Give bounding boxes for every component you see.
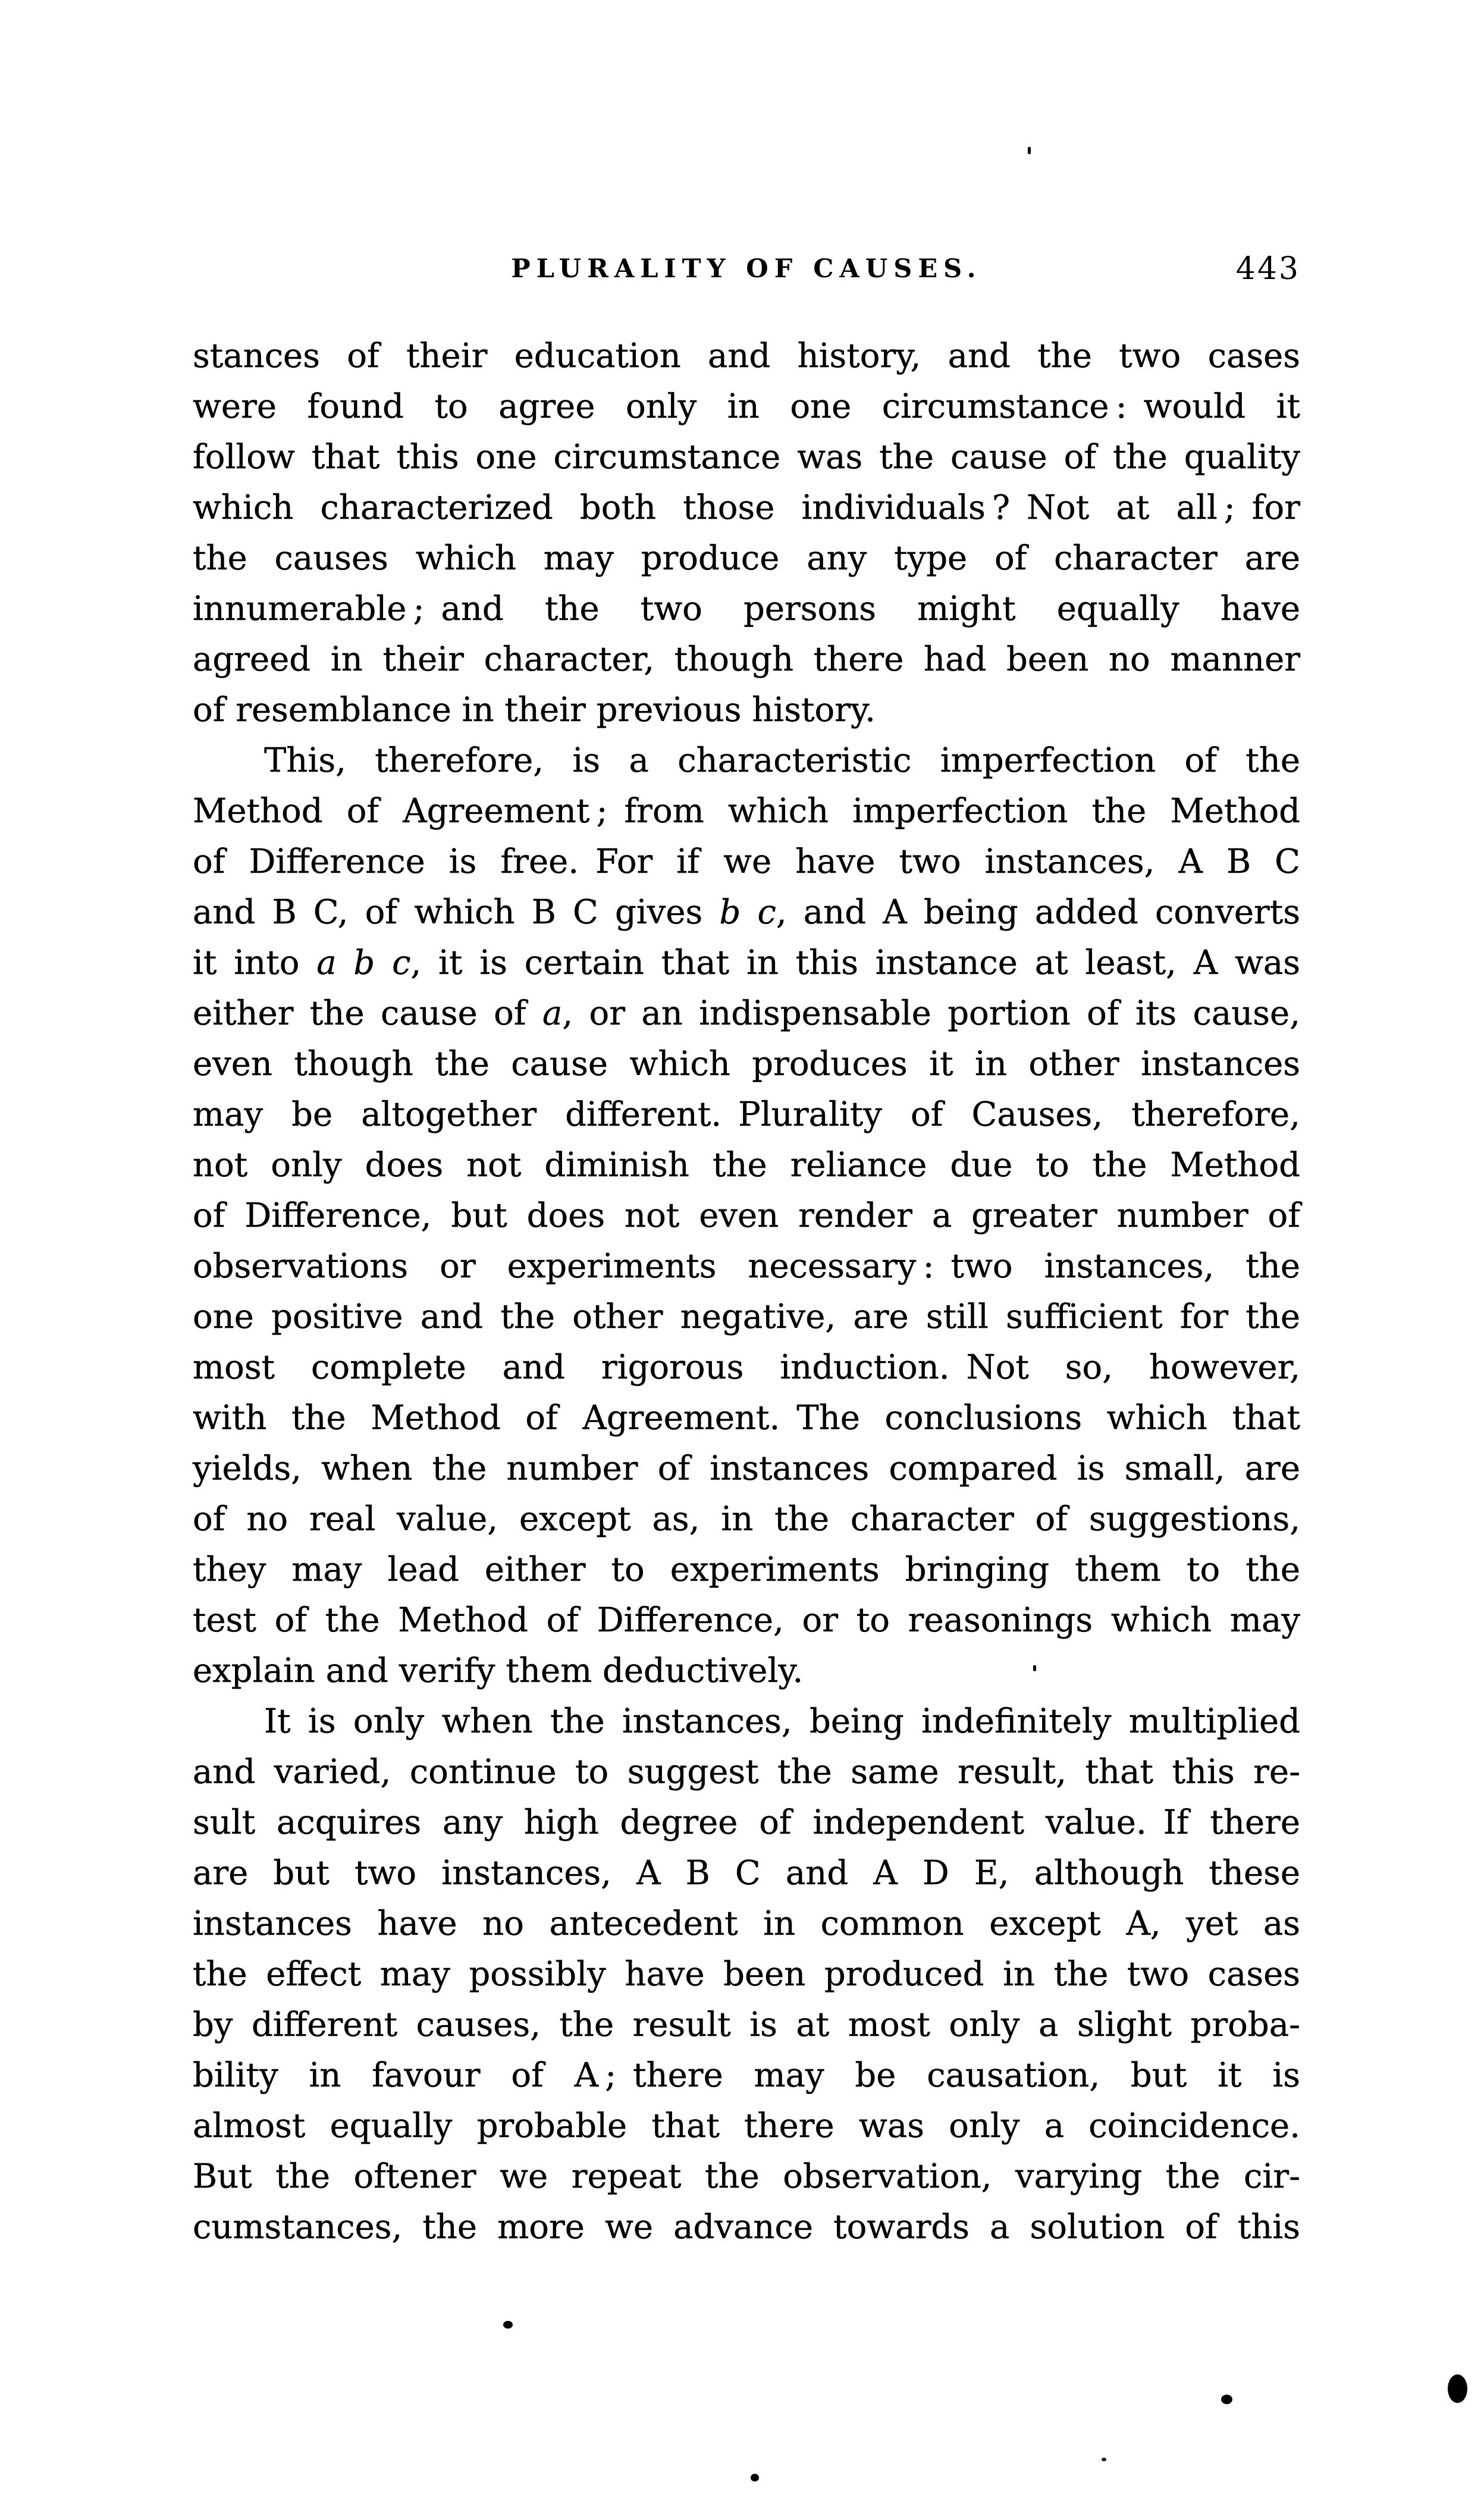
paragraph <box>193 1696 1300 2252</box>
text-line: Method of Agreement ; from which imperfection the Method <box>193 792 1300 831</box>
text-line: it into a b c, it is certain that in this instance at least, A was <box>193 944 1301 982</box>
text-line: But the oftener we repeat the observation, varying the cir- <box>193 2157 1300 2196</box>
text-line: observations or experiments necessary : two instances, the <box>193 1247 1300 1286</box>
text-line: cumstances, the more we advance towards a solution of this <box>193 2208 1300 2246</box>
text-line: of Difference is free. For if we have two instances, A B C <box>193 842 1300 881</box>
text-line: they may lead either to experiments bringing them to the <box>193 1550 1300 1589</box>
ink-speck <box>1028 147 1031 154</box>
text-line: the effect may possibly have been produced in the two cases <box>193 1955 1300 1994</box>
text-line: not only does not diminish the reliance due to the Method <box>193 1146 1300 1185</box>
text-line: and varied, continue to suggest the same result, that this re- <box>193 1753 1300 1791</box>
text-line: were found to agree only in one circumstance : would it <box>193 387 1300 426</box>
text-line: This, therefore, is a characteristic imperfection of the <box>264 741 1300 780</box>
page-number: 443 <box>1235 251 1300 287</box>
text-line: almost equally probable that there was only a coincidence. <box>193 2107 1300 2145</box>
text-line: of Difference, but does not even render a greater number of <box>193 1196 1300 1235</box>
text-line: test of the Method of Difference, or to reasonings which may <box>193 1601 1300 1640</box>
text-line: sult acquires any high degree of independent value. If there <box>193 1803 1300 1842</box>
text-line: instances have no antecedent in common except A, yet as <box>193 1904 1300 1943</box>
text-line: stances of their education and history, and the two cases <box>193 337 1300 375</box>
text-line: even though the cause which produces it in other instances <box>193 1045 1300 1083</box>
ink-speck <box>751 2474 759 2481</box>
ink-speck <box>1448 2374 1467 2403</box>
ink-speck <box>1102 2458 1106 2461</box>
text-line: follow that this one circumstance was the cause of the quality <box>193 438 1300 477</box>
running-title: PLURALITY OF CAUSES. <box>511 254 982 284</box>
text-line: of resemblance in their previous history. <box>193 691 876 729</box>
text-line: the causes which may produce any type of character are <box>193 539 1300 578</box>
text-line: most complete and rigorous induction. Not so, however, <box>193 1348 1300 1387</box>
text-line: by different causes, the result is at most only a slight proba- <box>193 2006 1300 2044</box>
text-line: innumerable ; and the two persons might equally have <box>193 590 1300 628</box>
page-header <box>193 251 1300 287</box>
text-line: and B C, of which B C gives b c, and A being added converts <box>193 893 1300 932</box>
text-line: bility in favour of A ; there may be causation, but it is <box>193 2056 1300 2095</box>
paragraph <box>193 331 1300 735</box>
text-line: agreed in their character, though there had been no manner <box>193 640 1300 679</box>
text-line: explain and verify them deductively. <box>193 1652 804 1690</box>
text-line: one positive and the other negative, are still sufficient for the <box>193 1298 1300 1336</box>
text-line: with the Method of Agreement. The conclusions which that <box>193 1399 1300 1437</box>
text-block <box>193 331 1300 2252</box>
paragraph <box>193 735 1300 1696</box>
ink-speck <box>503 2321 513 2329</box>
ink-speck <box>1033 1665 1036 1671</box>
text-line: yields, when the number of instances compared is small, are <box>193 1449 1300 1488</box>
text-line: which characterized both those individuals ? Not at all ; for <box>193 488 1300 527</box>
text-line: It is only when the instances, being indefinitely multiplied <box>264 1702 1300 1741</box>
text-line: either the cause of a, or an indispensable portion of its cause, <box>193 994 1300 1033</box>
ink-speck <box>1221 2395 1232 2404</box>
text-line: of no real value, except as, in the character of suggestions, <box>193 1500 1300 1539</box>
text-line: are but two instances, A B C and A D E, although these <box>193 1854 1300 1893</box>
text-line: may be altogether different. Plurality of Causes, therefore, <box>193 1095 1300 1134</box>
